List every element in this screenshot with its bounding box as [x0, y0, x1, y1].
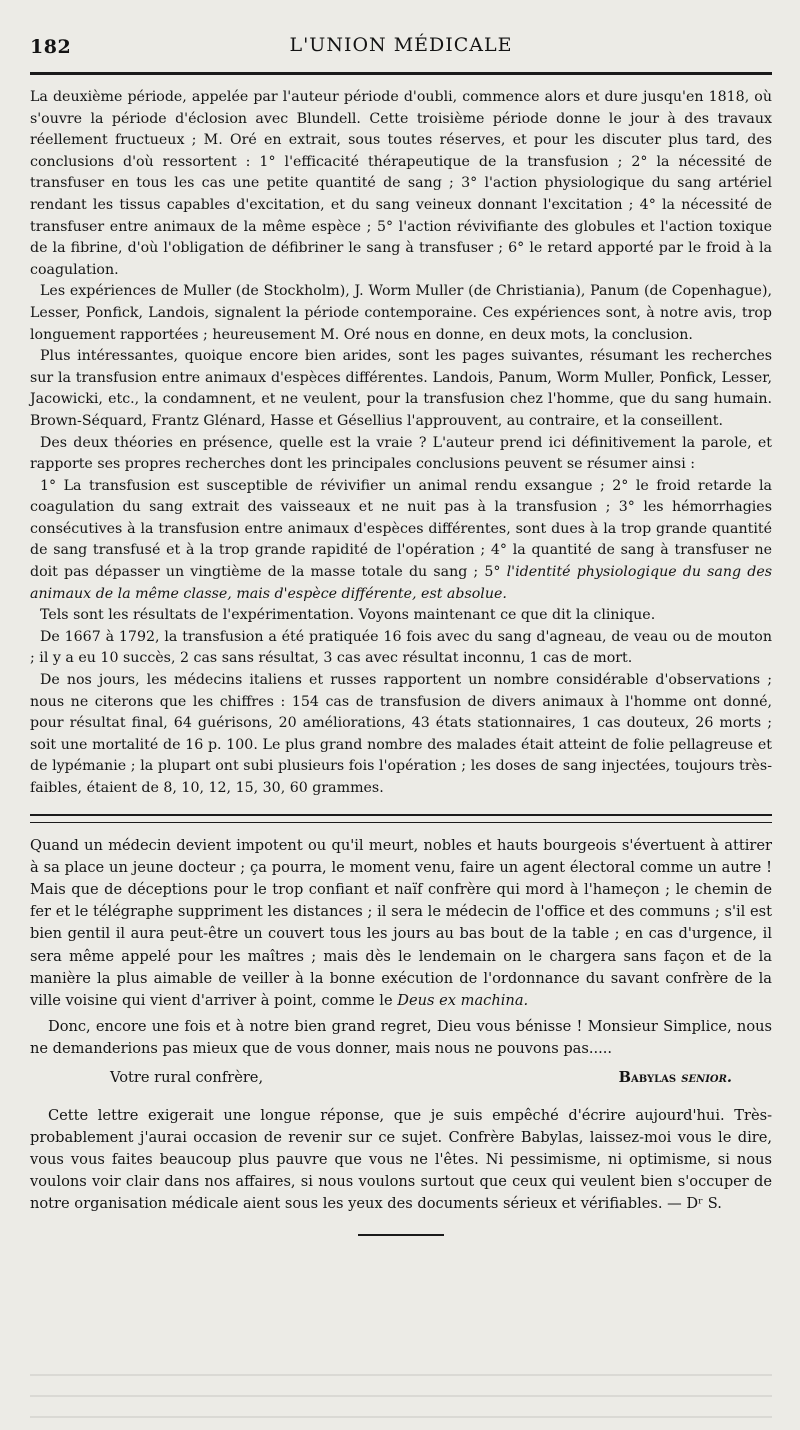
page-number: 182: [30, 36, 72, 58]
deus-ex-machina: Deus ex machina.: [397, 992, 529, 1010]
letter-signature: [619, 1069, 732, 1086]
signature-line: [30, 1069, 772, 1095]
signature-name: Babylas: [618, 1068, 677, 1086]
letter-closing: Votre rural confrère,: [110, 1068, 264, 1086]
letter-paragraph-1-text: Quand un médecin devient impotent ou qu'il meurt, nobles et hauts bourgeois s'évertuent à attirer à sa place un jeune docteur ; ça pourra, le moment venu, faire un agent électoral comme un autre ! Mais que de déceptions pour le trop confiant et naïf confrère qui mord à l'hameçon ; le chemin de fer et le télégraphe suppriment les distances ; il sera le médecin de l'office et des communs ; s'il est bien gentil il aura peut-être un couvert tous les jours au bas bout de la table ; en cas d'urgence, il sera même appelé pour les maîtres ; mais dès le lendemain on le chargera sans façon et de la manière la plus aimable de veiller à la bonne exécution de l'ordonnance du savant confrère de la ville voisine qui vient d'arriver à point, comme le: [30, 836, 772, 1010]
header-rule: [30, 72, 772, 75]
signature-title: senior.: [681, 1068, 732, 1086]
paragraph-history: De 1667 à 1792, la transfusion a été pratiquée 16 fois avec du sang d'agneau, de veau ou de mouton ; il y a eu 10 succès, 2 cas sans résultat, 3 cas avec résultat inconnu, 1 cas de mort.: [30, 628, 772, 667]
conclusions-italic: l'identité physiologique du sang des animaux de la même classe, mais d'espèce différente, est absolue.: [30, 564, 772, 602]
reply-paragraph: Cette lettre exigerait une longue réponse, que je suis empêché d'écrire aujourd'hui. Très-probablement j'aurai occasion de revenir sur ce sujet. Confrère Babylas, laissez-moi vous le dire, vous vous faites beaucoup plus pauvre que vous ne l'êtes. Ni pessimisme, ni optimisme, si nous voulons voir clair dans nos affaires, si nous voulons surtout que ceux qui veulent bien s'occuper de notre organisation médicale aient sous les yeux des documents sérieux et vérifiables. — Dʳ S.: [30, 1106, 772, 1213]
end-rule: [358, 1234, 444, 1236]
section-divider: [30, 814, 772, 823]
paragraph-conclusions: [30, 476, 772, 606]
journal-title: L'UNION MÉDICALE: [289, 34, 513, 56]
letter-section: [30, 835, 772, 1095]
paragraph-species: Plus intéressantes, quoique encore bien arides, sont les pages suivantes, résumant les recherches sur la transfusion entre animaux d'espèces différentes. Landois, Panum, Worm Muller, Ponfick, Lesser, Jacowicki, etc., la condamnent, et ne veulent, pour la transfusion chez l'homme, que du sang humain. Brown-Séquard, Frantz Glénard, Hasse et Gésellius l'approuvent, au contraire, et la conseillent.: [30, 348, 772, 429]
paragraph-results: Tels sont les résultats de l'expérimentation. Voyons maintenant ce que dit la clinique.: [40, 607, 656, 624]
page-header: [30, 30, 772, 64]
paragraph-modern: De nos jours, les médecins italiens et russes rapportent un nombre considérable d'observations ; nous ne citerons que les chiffres : 154 cas de transfusion de divers animaux à l'homme ont donné, pour résultat final, 64 guérisons, 20 améliorations, 43 états stationnaires, 1 cas douteux, 26 morts ; soit une mortalité de 16 p. 100. Le plus grand nombre des malades était atteint de folie pellagreuse et de lypémanie ; la plupart ont subi plusieurs fois l'opération ; les doses de sang injectées, toujours très-faibles, étaient de 8, 10, 12, 15, 30, 60 grammes.: [30, 672, 772, 796]
paragraph-periods: La deuxième période, appelée par l'auteur période d'oubli, commence alors et dure jusqu'en 1818, où s'ouvre la période d'éclosion avec Blundell. Cette troisième période donne le jour à des travaux réellement fructueux ; M. Oré en extrait, sous toutes réserves, et pour les discuter plus tard, des conclusions d'où ressortent : 1° l'efficacité thérapeutique de la transfusion ; 2° la nécessité de transfuser en tous les cas une petite quantité de sang ; 3° l'action physiologique du sang artériel rendant les tissus capables d'excitation, et du sang veineux donnant l'excitation ; 4° la nécessité de transfuser entre animaux de la même espèce ; 5° l'action révivifiante des globules et l'action toxique de la fibrine, d'où l'obligation de défibriner le sang à transfuser ; 6° le retard apporté par le froid à la coagulation.: [30, 89, 772, 278]
conclusions-text: 1° La transfusion est susceptible de révivifier un animal rendu exsangue ; 2° le froid retarde la coagulation du sang extrait des vaisseaux et ne nuit pas à la transfusion ; 3° les hémorrhagies consécutives à la transfusion entre animaux d'espèces différentes, sont dues à la trop grande quantité de sang transfusé et à la trop grande rapidité de l'opération ; 4° la quantité de sang à transfuser ne doit pas dépasser un vingtième de la masse totale du sang ; 5°: [30, 477, 772, 581]
transfusion-review-section: [30, 87, 772, 800]
editor-reply: [30, 1105, 772, 1216]
letter-paragraph-2: Donc, encore une fois et à notre bien grand regret, Dieu vous bénisse ! Monsieur Simplice, nous ne demanderions pas mieux que de vous donner, mais nous ne pouvons pas.....: [30, 1018, 772, 1058]
letter-paragraph-1: [30, 835, 772, 1013]
paragraph-theories: Des deux théories en présence, quelle est la vraie ? L'auteur prend ici définitivement la parole, et rapporte ses propres recherches dont les principales conclusions peuvent se résumer ainsi :: [30, 434, 772, 473]
paragraph-experiments: Les expériences de Muller (de Stockholm), J. Worm Muller (de Christiania), Panum (de Copenhague), Lesser, Ponfick, Landois, signalent la période contemporaine. Ces expériences sont, à notre avis, trop longuement rapportées ; heureusement M. Oré nous en donne, en deux mots, la conclusion.: [30, 283, 772, 343]
bleed-through-texture: [30, 1360, 772, 1420]
